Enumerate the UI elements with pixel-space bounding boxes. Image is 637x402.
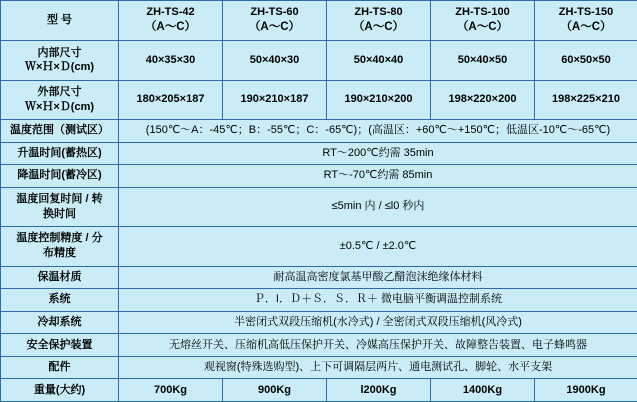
weight-3: l200Kg — [327, 379, 431, 402]
row-label-temperature-range: 温度范围（测试区） — [1, 120, 119, 143]
header-model-2-range: （A～C） — [248, 21, 301, 34]
header-model-4-range: （A～C） — [456, 21, 509, 34]
value-cooling-time: RT～-70℃约需 85min — [119, 165, 637, 188]
row-label-outer-dimensions — [1, 80, 119, 119]
value-accessories: 观视窗(特殊选购型)、上下可调隔层两片、通电测试孔、脚轮、水平支架 — [119, 356, 637, 379]
header-model-5-name: ZH-TS-150 — [558, 6, 614, 19]
row-label-recovery-time — [1, 187, 119, 226]
table-row-control-system — [1, 289, 637, 312]
outer-dimension-5: 198×225×210 — [535, 80, 637, 119]
header-model-4-name: ZH-TS-100 — [455, 6, 510, 19]
table-row-outer-dimensions — [1, 80, 637, 119]
outer-dimension-4: 198×220×200 — [431, 80, 535, 119]
row-label-inner-dimensions — [1, 41, 119, 80]
header-model-3-name: ZH-TS-80 — [354, 6, 403, 19]
value-heating-time: RT～200℃约需 35min — [119, 142, 637, 165]
table-row-accessories — [1, 356, 637, 379]
header-model-3 — [327, 1, 431, 41]
value-temperature-accuracy: ±0.5℃ / ±2.0℃ — [119, 227, 637, 266]
header-model-2 — [223, 1, 327, 41]
value-cooling-system: 半密闭式双段压缩机(水冷式) / 全密闭式双段压缩机(风冷式) — [119, 311, 637, 334]
header-model-2-name: ZH-TS-60 — [250, 6, 299, 19]
row-label-temperature-accuracy — [1, 227, 119, 266]
row-label-insulation-material: 保温材质 — [1, 266, 119, 289]
table-row-weight — [1, 379, 637, 402]
header-model-3-range: （A～C） — [352, 21, 405, 34]
weight-4: 1400Kg — [431, 379, 535, 402]
row-label-weight: 重量(大约) — [1, 379, 119, 402]
inner-dimension-4: 50×40×50 — [431, 41, 535, 80]
header-model-4 — [431, 1, 535, 41]
header-model-5 — [535, 1, 637, 41]
weight-5: 1900Kg — [535, 379, 637, 402]
weight-1: 700Kg — [119, 379, 223, 402]
row-label-accessories: 配件 — [1, 356, 119, 379]
table-row-cooling-system — [1, 311, 637, 334]
table-row-heating-time — [1, 142, 637, 165]
table-row-insulation-material — [1, 266, 637, 289]
table-row-temperature-accuracy — [1, 227, 637, 266]
table-row-recovery-time — [1, 187, 637, 226]
outer-dimension-2: 190×210×187 — [223, 80, 327, 119]
header-model-1-name: ZH-TS-42 — [146, 6, 195, 19]
weight-2: 900Kg — [223, 379, 327, 402]
table-row-safety-devices — [1, 334, 637, 357]
value-safety-devices: 无熔丝开关、压缩机高低压保护开关、冷媒高压保护开关、故障整告装置、电子蜂鸣器 — [119, 334, 637, 357]
table-row-inner-dimensions — [1, 41, 637, 80]
inner-dimension-5: 60×50×50 — [535, 41, 637, 80]
row-label-heating-time: 升温时间(蓄热区) — [1, 142, 119, 165]
header-model-label: 型 号 — [1, 1, 119, 41]
row-label-safety-devices: 安全保护装置 — [1, 334, 119, 357]
row-label-cooling-system: 冷却系统 — [1, 311, 119, 334]
value-control-system: Ｐ．I．Ｄ＋Ｓ．Ｓ．Ｒ＋ 微电脑平衡调温控制系统 — [119, 289, 637, 312]
row-label-accuracy-line1: 温度控制精度 / 分 — [16, 232, 103, 245]
row-label-outer-line2: Ｗ×Ｈ×Ｄ(cm) — [24, 100, 95, 113]
outer-dimension-3: 190×210×200 — [327, 80, 431, 119]
table-row-cooling-time — [1, 165, 637, 188]
header-model-1 — [119, 1, 223, 41]
row-label-recovery-line1: 温度回复时间 / 转 — [16, 193, 103, 206]
row-label-inner-line2: Ｗ×Ｈ×Ｄ(cm) — [24, 61, 95, 74]
header-model-5-range: （A～C） — [560, 21, 612, 34]
header-model-1-range: （A～C） — [144, 21, 197, 34]
table-row-temperature-range — [1, 120, 637, 143]
outer-dimension-1: 180×205×187 — [119, 80, 223, 119]
inner-dimension-2: 50×40×30 — [223, 41, 327, 80]
row-label-control-system: 系统 — [1, 289, 119, 312]
row-label-outer-line1: 外部尺寸 — [37, 85, 82, 98]
row-label-accuracy-line2: 布精度 — [43, 247, 76, 260]
table-header-row — [1, 1, 637, 41]
row-label-inner-line1: 内部尺寸 — [37, 46, 82, 59]
value-insulation-material: 耐高温高密度氯基甲酸乙醋泡沫绝缘体材料 — [119, 266, 637, 289]
row-label-cooling-time: 降温时间(蓄冷区) — [1, 165, 119, 188]
value-temperature-range: (150℃～A：-45℃；B：-55℃；C：-65℃)；(高温区：+60℃～+150℃；低温区-10℃～-65℃) — [119, 120, 637, 143]
value-recovery-time: ≤5min 内 / ≤l0 秒内 — [119, 187, 637, 226]
row-label-recovery-line2: 换时间 — [43, 207, 76, 220]
inner-dimension-1: 40×35×30 — [119, 41, 223, 80]
inner-dimension-3: 50×40×40 — [327, 41, 431, 80]
